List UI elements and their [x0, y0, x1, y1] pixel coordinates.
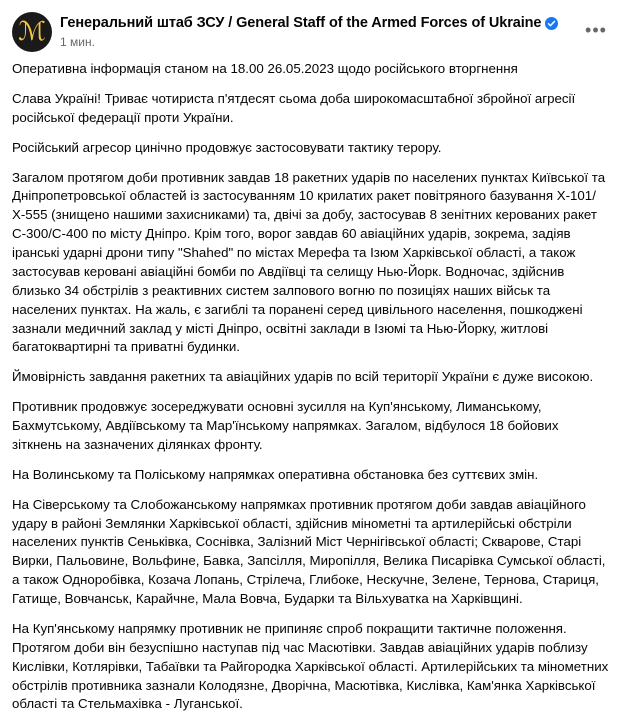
avatar[interactable] — [12, 12, 52, 52]
post-paragraph: Оперативна інформація станом на 18.00 26.05.2023 щодо російського вторгнення — [12, 61, 518, 76]
post-paragraph: На Волинському та Поліському напрямках оперативна обстановка без суттєвих змін. — [12, 466, 539, 482]
post-body — [0, 56, 624, 724]
post-paragraph: На Куп'янському напрямку противник не припиняє спроб покращити тактичне положення. Протягом доби він безуспішно наступав під час Масютівки. Завдав авіаційних ударів поблизу Кислівки, Котлярівки, Табаївки та Райгородка Харківської області. Артилерійських та мінометних обстрілів противника зазнали Колодязне, Дворічна, Масютівка, Кислівка, Кам'янка Харківської області та Стельмахівка - Луганської. — [12, 620, 609, 712]
post-paragraph: Ймовірність завдання ракетних та авіаційних ударів по всій території України є дуже високою. — [12, 369, 594, 385]
page-name[interactable]: Генеральний штаб ЗСУ / General Staff of the Armed Forces of Ukraine — [60, 15, 542, 32]
post-meta-row — [60, 35, 558, 49]
ellipsis-icon[interactable]: ••• — [585, 20, 607, 40]
page-name-row — [60, 15, 558, 32]
post-paragraph: Загалом протягом доби противник завдав 18 ракетних ударів по населених пунктах Київської та Дніпропетровської областей із застосуванням 10 крилатих ракет повітряного базування Х-101/Х-555 (знищено нашими захисниками) та, двічі за добу, застосував 8 зенітних керованих ракет С-300/С-400 по місту Дніпро. Крім того, ворог завдав 60 авіаційних ударів, зокрема, задіяв іранські ударні дрони типу "Shahed" по містах Мерефа та Ізюм Харківської області, а також застосував керовані авіаційні бомби по Авдіївці та селищу Нью-Йорк. Водночас, здійснив близько 34 обстрілів з реактивних систем залпового вогню по позиціях наших військ та населених пунктах. На жаль, є загиблі та поранені серед цивільного населення, пошкоджені зазнали медичний заклад у місті Дніпро, освітні заклади в Ізюмі та Нью-Йорку, житлові багатоквартирні та приватні будинки. — [12, 169, 606, 355]
post-paragraph: Противник продовжує зосереджувати основні зусилля на Куп'янському, Лиманському, Бахмутському, Авдіївському та Мар'їнському напрямках. Загалом, відбулося 18 бойових зіткнень на зазначених ділянках фронту. — [12, 399, 559, 452]
post-paragraph: Слава Україні! Триває чотириста п'ятдесят сьома доба широкомасштабної збройної агресії російської федерації проти України. — [12, 90, 576, 125]
post-paragraph: Російський агресор цинічно продовжує застосовувати тактику терору. — [12, 139, 442, 155]
post-header — [0, 0, 624, 56]
trident-emblem-icon: ℳ — [18, 17, 46, 47]
post-header-text — [60, 12, 598, 52]
post-timestamp[interactable]: 1 мин. — [60, 34, 95, 49]
verified-check-icon — [545, 17, 558, 30]
post-paragraph: На Сіверському та Слобожанському напрямках противник протягом доби завдав авіаційного удару в районі Землянки Харківської області, здійснив мінометні та артилерійські обстріли населених пунктів Сеньківка, Соснівка, Залізний Міст Чернігівської області; Скварове, Старі Вирки, Пальовине, Вольфине, Бавка, Запсілля, Миропілля, Велика Писарівка Сумської області, а також Одноробівка, Козача Лопань, Стрілеча, Глибоке, Нескучне, Зелене, Тернова, Стариця, Гатище, Вовчанськ, Карайчне, Мала Вовча, Бударки та Вільхуватка на Харківщині. — [12, 496, 606, 606]
